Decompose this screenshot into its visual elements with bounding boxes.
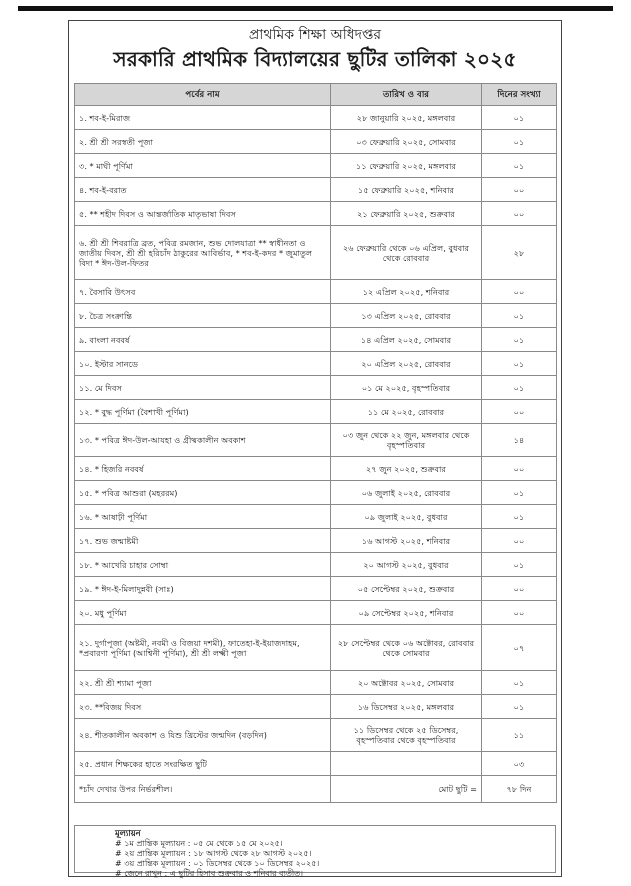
holiday-date: ১২ এপ্রিল ২০২৫, শনিবার	[331, 280, 482, 304]
table-row	[75, 280, 557, 304]
holiday-name: ১১. মে দিবস	[75, 376, 331, 400]
page-title: সরকারি প্রাথমিক বিদ্যালয়ের ছুটির তালিকা ২০২৫	[113, 47, 517, 71]
holiday-date: ০৬ জুলাই ২০২৫, রোববার	[331, 481, 482, 505]
holiday-name: ২৪. শীতকালীন অবকাশ ও যিশু খ্রিস্টের জন্মদিন (বড়দিন)	[75, 719, 331, 752]
table-row	[75, 400, 557, 424]
table-row	[75, 202, 557, 226]
holiday-name: ৭. বৈসাবি উৎসব	[75, 280, 331, 304]
holiday-name: ৯. বাংলা নববর্ষ	[75, 328, 331, 352]
table-row	[75, 154, 557, 178]
holiday-days: ০০	[482, 280, 557, 304]
table-row	[75, 505, 557, 529]
holiday-date: ০৯ সেপ্টেম্বর ২০২৫, শনিবার	[331, 601, 482, 625]
holiday-date: ১৩ এপ্রিল ২০২৫, রোববার	[331, 304, 482, 328]
holiday-days: ১৪	[482, 424, 557, 457]
holiday-date: ১৫ ফেব্রুয়ারি ২০২৫, শনিবার	[331, 178, 482, 202]
holiday-name: ৫. ** শহীদ দিবস ও আন্তর্জাতিক মাতৃভাষা দিবস	[75, 202, 331, 226]
top-rule	[18, 6, 613, 11]
holiday-name: ১৯. * ঈদ-ই-মিলাদুন্নবী (সাঃ)	[75, 577, 331, 601]
holiday-name: ২১. দুর্গাপূজা (অষ্টমী, নবমী ও বিজয়া দশমী), ফাতেহা-ই-ইয়াজদাহম, *প্রবারণা পূর্ণিমা (আশ্বিনী পূর্ণিমা), শ্রী শ্রী লক্ষ্মী পূজা	[75, 625, 331, 671]
holiday-days: ০১	[482, 154, 557, 178]
column-header-date: তারিখ ও বার	[331, 84, 482, 106]
holiday-date: ২১ ফেব্রুয়ারি ২০২৫, শুক্রবার	[331, 202, 482, 226]
holiday-days: ০০	[482, 178, 557, 202]
total-label: মোট ছুটি =	[331, 776, 482, 803]
holiday-name: ৪. শব-ই-বরাত	[75, 178, 331, 202]
holiday-date: ২০ এপ্রিল ২০২৫, রোববার	[331, 352, 482, 376]
table-row	[75, 577, 557, 601]
table-row	[75, 328, 557, 352]
evaluation-line: # ৩য় প্রান্তিক মূল্যায়ন : ০১ ডিসেম্বর থেকে ১০ ডিসেম্বর ২০২৫।	[115, 859, 320, 868]
table-row	[75, 695, 557, 719]
evaluation-title: মূল্যায়ন	[115, 828, 141, 838]
holiday-date: ১১ ডিসেম্বর থেকে ২৫ ডিসেম্বর, বৃহস্পতিবার থেকে বৃহস্পতিবার	[331, 719, 482, 752]
holiday-name: ১৪. * হিজরি নববর্ষ	[75, 457, 331, 481]
total-row	[75, 776, 557, 803]
holiday-name: ২৫. প্রধান শিক্ষকের হাতে সংরক্ষিত ছুটি	[75, 752, 331, 776]
holiday-days: ০০	[482, 202, 557, 226]
holiday-name: ২২. শ্রী শ্রী শ্যামা পূজা	[75, 671, 331, 695]
holiday-date: ০৩ জুন থেকে ২২ জুন, মঙ্গলবার থেকে বৃহস্পতিবার	[331, 424, 482, 457]
table-row	[75, 178, 557, 202]
table-row	[75, 130, 557, 154]
holiday-days: ০১	[482, 130, 557, 154]
holiday-name: ১৫. * পবিত্র আশুরা (মহররম)	[75, 481, 331, 505]
table-row	[75, 376, 557, 400]
holiday-name: ৬. শ্রী শ্রী শিবরাত্রি ব্রত, পবিত্র রমজান, শুভ দোলযাত্রা ** স্বাধীনতা ও জাতীয় দিবস, শ্রী শ্রী হরিচাঁদ ঠাকুরের আবির্ভাব, * শব-ই-কদর * জুমাতুল বিদা * ঈদ-উল-ফিতর	[75, 226, 331, 280]
evaluation-box	[74, 825, 556, 878]
holiday-date: ২৮ সেপ্টেম্বর থেকে ০৬ অক্টোবর, রোববার থেকে সোমবার	[331, 625, 482, 671]
holiday-name: ২৩. **বিজয় দিবস	[75, 695, 331, 719]
holiday-date: ০১ মে ২০২৫, বৃহস্পতিবার	[331, 376, 482, 400]
holiday-days: ০১	[482, 671, 557, 695]
holiday-days: ১১	[482, 719, 557, 752]
holiday-days: ০৩	[482, 752, 557, 776]
holiday-date: ১১ মে ২০২৫, রোববার	[331, 400, 482, 424]
table-row	[75, 424, 557, 457]
holiday-name: ১. শব-ই-মিরাজ	[75, 106, 331, 130]
holiday-date: ১৪ এপ্রিল ২০২৫, সোমবার	[331, 328, 482, 352]
holiday-name: ১৩. * পবিত্র ঈদ-উল-আযহা ও গ্রীষ্মকালীন অবকাশ	[75, 424, 331, 457]
holiday-date: ০৯ জুলাই ২০২৫, বুধবার	[331, 505, 482, 529]
holiday-date: ০৩ ফেব্রুয়ারি ২০২৫, সোমবার	[331, 130, 482, 154]
holiday-days: ০১	[482, 505, 557, 529]
table-row	[75, 625, 557, 671]
table-row	[75, 226, 557, 280]
holiday-name: ১৮. * আখেরি চাহার সোম্বা	[75, 553, 331, 577]
holiday-days: ০৭	[482, 625, 557, 671]
table-row	[75, 481, 557, 505]
holiday-date: ২৮ জানুয়ারি ২০২৫, মঙ্গলবার	[331, 106, 482, 130]
holiday-notice	[68, 20, 562, 877]
holiday-days: ০১	[482, 328, 557, 352]
holiday-name: ২. শ্রী শ্রী সরস্বতী পূজা	[75, 130, 331, 154]
holiday-name: ৩. * মাঘী পূর্ণিমা	[75, 154, 331, 178]
table-row	[75, 719, 557, 752]
holiday-days: ০১	[482, 376, 557, 400]
table-row	[75, 352, 557, 376]
holiday-name: ৮. চৈত্র সংক্রান্তি	[75, 304, 331, 328]
evaluation-line: # ২য় প্রান্তিক মূল্যায়ন : ১৮ আগস্ট থেকে ২৮ আগস্ট ২০২৫।	[115, 849, 312, 858]
table-row	[75, 553, 557, 577]
holiday-name: ১৬. * আষাঢ়ী পূর্ণিমা	[75, 505, 331, 529]
table-row	[75, 671, 557, 695]
holiday-name: ১২. * বুদ্ধ পূর্ণিমা (বৈশাখী পূর্ণিমা)	[75, 400, 331, 424]
holiday-name: ১০. ইস্টার সানডে	[75, 352, 331, 376]
holiday-days: ০০	[482, 601, 557, 625]
holiday-days: ০১	[482, 106, 557, 130]
holiday-date: ২৭ জুন ২০২৫, শুক্রবার	[331, 457, 482, 481]
holiday-name: ১৭. শুভ জন্মাষ্টমী	[75, 529, 331, 553]
holiday-date: ০৫ সেপ্টেম্বর ২০২৫, শুক্রবার	[331, 577, 482, 601]
holiday-days: ০০	[482, 457, 557, 481]
holiday-date: ২০ আগস্ট ২০২৫, বুধবার	[331, 553, 482, 577]
holiday-date: ২৬ ফেব্রুয়ারি থেকে ০৬ এপ্রিল, বুধবার থেকে রোববার	[331, 226, 482, 280]
holiday-days: ০০	[482, 400, 557, 424]
table-row	[75, 106, 557, 130]
holiday-table	[74, 83, 557, 803]
holiday-days: ০১	[482, 304, 557, 328]
table-row	[75, 457, 557, 481]
holiday-date: ১৬ ডিসেম্বর ২০২৫, মঙ্গলবার	[331, 695, 482, 719]
holiday-date: ২০ অক্টোবর ২০২৫, সোমবার	[331, 671, 482, 695]
holiday-days: ০১	[482, 481, 557, 505]
holiday-days: ০১	[482, 352, 557, 376]
table-row	[75, 304, 557, 328]
holiday-days: ২৮	[482, 226, 557, 280]
table-row	[75, 529, 557, 553]
table-row	[75, 752, 557, 776]
column-header-days: দিনের সংখ্যা	[482, 84, 557, 106]
holiday-date	[331, 752, 482, 776]
holiday-date: ১৬ আগস্ট ২০২৫, শনিবার	[331, 529, 482, 553]
holiday-days: ০০	[482, 577, 557, 601]
department-name: প্রাথমিক শিক্ষা অধিদপ্তর	[248, 27, 382, 43]
table-row	[75, 601, 557, 625]
evaluation-line: # ১ম প্রান্তিক মূল্যায়ন : ০৫ মে থেকে ১৫ মে ২০২৫।	[115, 839, 283, 848]
total-value: ৭৮ দিন	[482, 776, 557, 803]
holiday-days: ০১	[482, 695, 557, 719]
evaluation-line: # জেনে রাখুন : এ ছুটির হিসাব শুক্রবার ও শনিবার ব্যতীত।	[115, 869, 304, 878]
holiday-name: ২০. মধু পূর্ণিমা	[75, 601, 331, 625]
holiday-days: ০১	[482, 553, 557, 577]
table-header-row	[75, 84, 557, 106]
holiday-date: ১১ ফেব্রুয়ারি ২০২৫, মঙ্গলবার	[331, 154, 482, 178]
column-header-name: পর্বের নাম	[75, 84, 331, 106]
footnote: *চাঁদ দেখার উপর নির্ভরশীল।	[75, 776, 331, 803]
holiday-days: ০০	[482, 529, 557, 553]
